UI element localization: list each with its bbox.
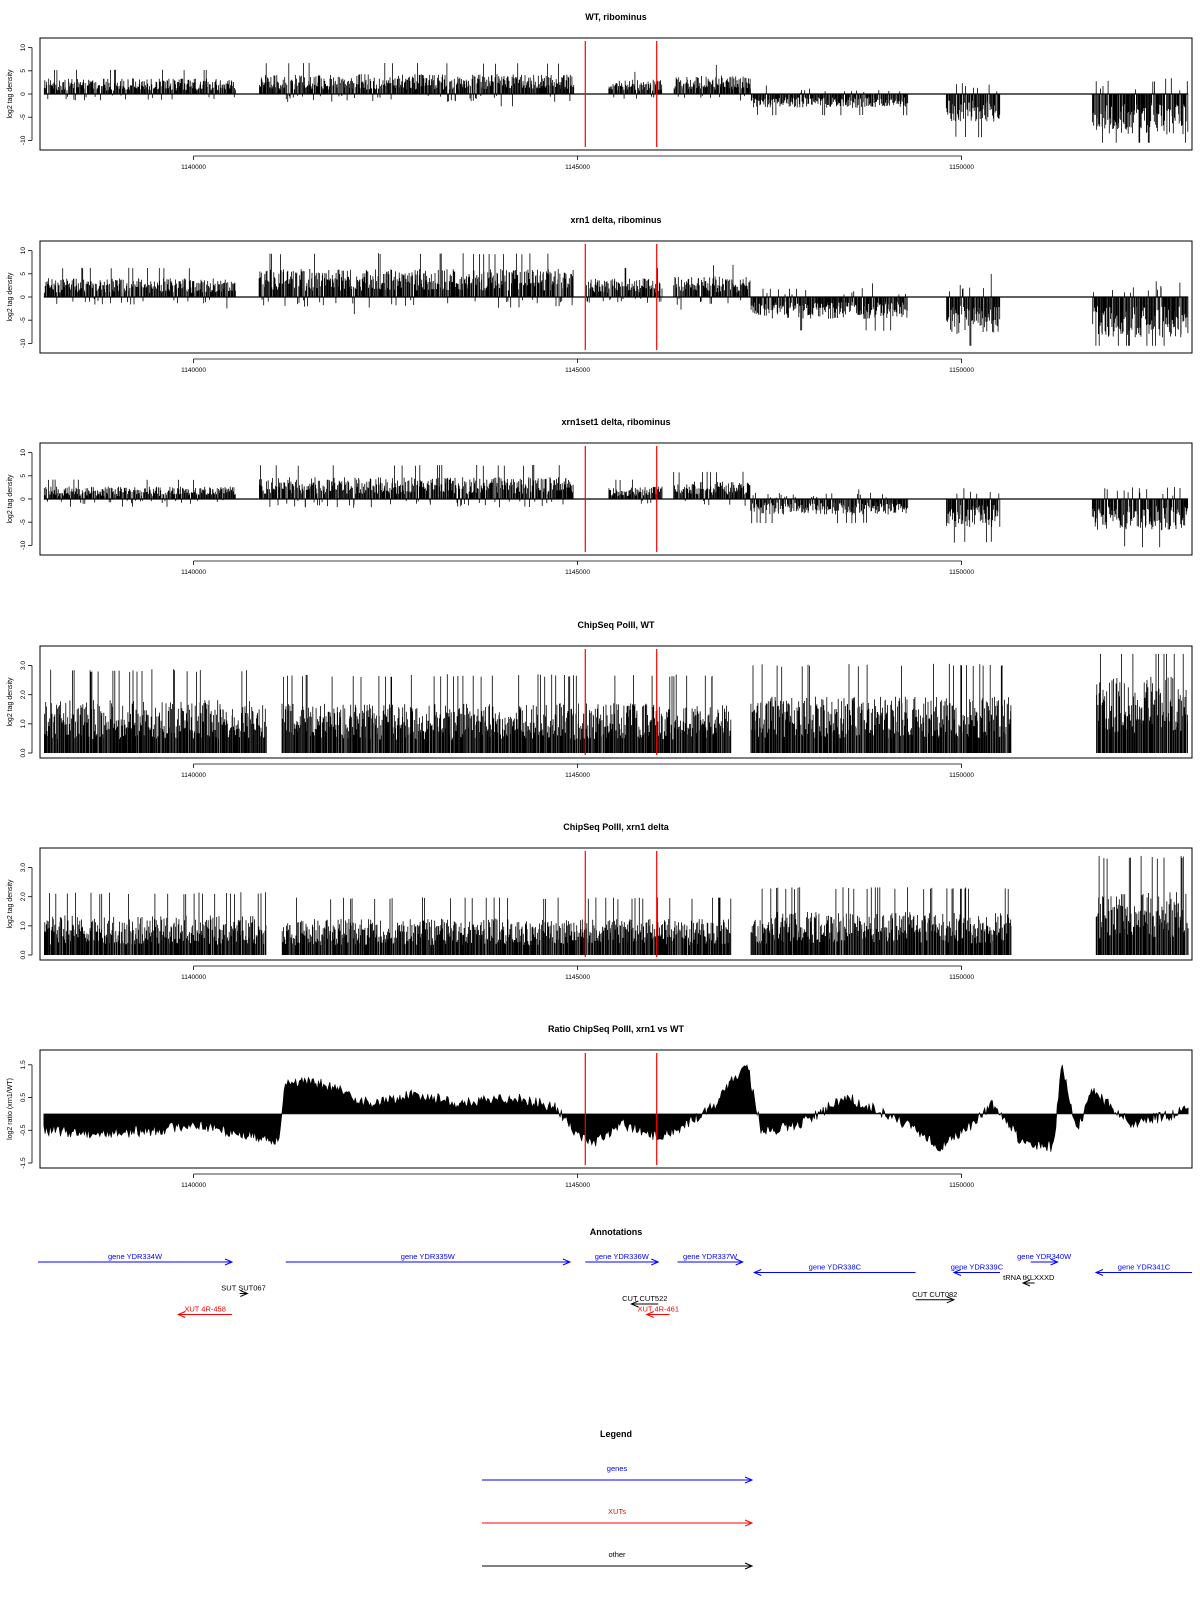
- feature-label: gene YDR334W: [107, 1252, 163, 1261]
- chart-panel-3: [7, 417, 1192, 576]
- y-tick-label: 5: [20, 272, 27, 276]
- segment-bars: [44, 70, 235, 101]
- feature-12: [912, 1290, 957, 1303]
- x-tick-label: 1140000: [181, 1182, 207, 1189]
- segment-2: [282, 897, 731, 955]
- segment-2: [260, 63, 574, 106]
- feature-label: CUT CUT522: [622, 1294, 668, 1303]
- segment-bars: [674, 472, 750, 506]
- y-tick-label: 10: [20, 449, 27, 457]
- y-tick-label: 10: [20, 44, 27, 52]
- y-tick-label: 3.0: [20, 661, 27, 671]
- segment-4: [1096, 856, 1188, 955]
- feature-label: gene YDR337W: [683, 1252, 738, 1261]
- segment-2: [282, 674, 731, 753]
- x-tick-label: 1140000: [181, 772, 207, 779]
- y-tick-label: -10: [20, 135, 27, 146]
- chart-series: [44, 253, 1188, 345]
- feature-label: XUT 4R-458: [184, 1304, 226, 1314]
- segment-5: [750, 86, 907, 116]
- feature-label: gene YDR341C: [1117, 1262, 1171, 1272]
- feature-label: SUT SUT067: [221, 1283, 266, 1293]
- x-tick-label: 1145000: [565, 367, 591, 374]
- x-tick-label: 1145000: [565, 164, 591, 171]
- segment-bars: [751, 283, 907, 331]
- feature-5: [754, 1263, 915, 1276]
- y-tick-label: 2.0: [20, 690, 27, 700]
- segment-bars: [674, 65, 750, 101]
- x-tick-label: 1150000: [949, 164, 975, 171]
- y-tick-label: -0.5: [20, 1124, 27, 1136]
- x-tick-label: 1145000: [565, 974, 591, 981]
- y-tick-label: -10: [20, 540, 27, 551]
- feature-8: [1096, 1263, 1192, 1276]
- segment-6: [946, 83, 999, 137]
- chart-title: Ratio ChipSeq PolII, xrn1 vs WT: [547, 1024, 685, 1034]
- segment-6: [947, 488, 1000, 542]
- feature-label: gene YDR335W: [400, 1252, 455, 1261]
- y-tick-label: 1.0: [20, 719, 27, 729]
- segment-bars: [259, 253, 573, 314]
- chart-title: ChipSeq PolII, WT: [577, 620, 655, 630]
- segment-bars: [1096, 856, 1188, 955]
- chart-series: [44, 654, 1187, 753]
- x-tick-label: 1145000: [565, 772, 591, 779]
- feature-label: tRNA tKLXXXD: [1003, 1273, 1055, 1282]
- y-axis-label: log2 tag density: [7, 272, 14, 322]
- feature-label: gene YDR339C: [950, 1262, 1004, 1272]
- x-tick-label: 1140000: [181, 164, 207, 171]
- legend-label: other: [608, 1550, 626, 1559]
- chart-series: [44, 465, 1188, 547]
- segment-3: [751, 887, 1011, 955]
- chart-title: ChipSeq PolII, xrn1 delta: [563, 822, 669, 832]
- legend-item-other: [482, 1550, 752, 1569]
- x-tick-label: 1150000: [949, 772, 975, 779]
- legend: [482, 1429, 752, 1569]
- y-tick-label: 0.0: [20, 748, 27, 758]
- y-tick-label: 2.0: [20, 892, 27, 902]
- segment-bars: [44, 268, 235, 309]
- y-axis-label: log2 tag density: [7, 879, 14, 929]
- segment-bars: [1092, 487, 1187, 547]
- y-tick-label: 5: [20, 69, 27, 73]
- segment-bars: [750, 86, 907, 116]
- chart-title: xrn1set1 delta, ribominus: [561, 417, 671, 427]
- feature-9: [1003, 1273, 1055, 1286]
- segment-bars: [946, 83, 999, 137]
- segment-1: [44, 480, 235, 507]
- segment-bars: [1093, 78, 1188, 143]
- segment-bars: [1093, 281, 1188, 345]
- feature-label: gene YDR336W: [594, 1252, 649, 1261]
- segment-5: [751, 489, 908, 523]
- chart-title: WT, ribominus: [585, 12, 647, 22]
- x-tick-label: 1150000: [949, 974, 975, 981]
- x-tick-label: 1140000: [181, 974, 207, 981]
- y-tick-label: 3.0: [20, 863, 27, 873]
- segment-4: [1097, 654, 1188, 753]
- segment-1: [44, 892, 266, 955]
- feature-label: XUT 4R-461: [637, 1304, 680, 1314]
- feature-2: [286, 1252, 570, 1265]
- y-tick-label: 0.0: [20, 950, 27, 960]
- feature-14: [637, 1305, 679, 1318]
- segment-3: [751, 664, 1011, 753]
- segment-bars: [609, 480, 662, 504]
- segment-2: [259, 465, 573, 508]
- segment-7: [1093, 78, 1188, 143]
- segment-1: [44, 70, 235, 101]
- legend-item-XUTs: [482, 1507, 752, 1526]
- feature-10: [221, 1284, 265, 1297]
- chart-series: [44, 63, 1188, 143]
- segment-bars: [751, 489, 908, 523]
- segment-3: [609, 480, 662, 504]
- feature-3: [585, 1252, 658, 1265]
- segment-bars: [751, 664, 1011, 753]
- feature-label: gene YDR340W: [1017, 1252, 1072, 1261]
- segment-bars: [44, 892, 266, 955]
- chart-title: xrn1 delta, ribominus: [570, 215, 662, 225]
- segment-bars: [1097, 654, 1188, 753]
- y-axis-label: log2 tag density: [7, 677, 14, 727]
- segment-2: [259, 253, 573, 314]
- feature-7: [1017, 1252, 1072, 1265]
- segment-bars: [947, 488, 1000, 542]
- chart-panel-1: [7, 12, 1192, 171]
- segment-bars: [947, 274, 1000, 346]
- y-axis-label: log2 ratio (xrn1/WT): [7, 1078, 14, 1140]
- feature-13: [178, 1305, 232, 1318]
- segment-4: [674, 472, 750, 506]
- y-tick-label: 0: [20, 497, 27, 501]
- segment-1: [44, 268, 235, 309]
- segment-bars: [44, 669, 266, 753]
- chart-panel-5: [7, 822, 1192, 981]
- segment-1: [44, 669, 266, 753]
- y-tick-label: -5: [20, 519, 27, 526]
- segment-7: [1092, 487, 1187, 547]
- y-tick-label: -5: [20, 114, 27, 121]
- y-axis-label: log2 tag density: [7, 69, 14, 119]
- segment-3: [609, 72, 662, 99]
- segment-bars: [609, 72, 662, 99]
- legend-item-genes: [482, 1464, 752, 1483]
- chart-series: [44, 856, 1188, 955]
- feature-label: CUT CUT082: [912, 1289, 958, 1299]
- chart-panel-6: [7, 1024, 1192, 1189]
- segment-bars: [751, 887, 1011, 955]
- feature-6: [951, 1263, 1004, 1276]
- feature-label: gene YDR338C: [808, 1262, 862, 1272]
- segment-bars: [44, 480, 235, 507]
- y-tick-label: 10: [20, 247, 27, 255]
- chart-panel-2: [7, 215, 1192, 374]
- feature-4: [677, 1252, 742, 1265]
- y-tick-label: 1.5: [20, 1060, 27, 1070]
- legend-label: XUTs: [608, 1507, 626, 1516]
- y-tick-label: 1.0: [20, 921, 27, 931]
- x-tick-label: 1150000: [949, 367, 975, 374]
- x-tick-label: 1150000: [949, 1182, 975, 1189]
- segment-7: [1093, 281, 1188, 345]
- y-tick-label: -5: [20, 317, 27, 324]
- segment-bars: [282, 674, 731, 753]
- segment-5: [751, 283, 907, 331]
- feature-1: [38, 1252, 232, 1265]
- segment-4: [674, 65, 750, 101]
- annotations-title: Annotations: [589, 1227, 643, 1237]
- segment-bars: [260, 63, 574, 106]
- y-tick-label: -10: [20, 338, 27, 349]
- x-tick-label: 1150000: [949, 569, 975, 576]
- y-tick-label: 0: [20, 295, 27, 299]
- annotations-panel: [38, 1227, 1192, 1318]
- x-tick-label: 1145000: [565, 1182, 591, 1189]
- y-tick-label: 5: [20, 474, 27, 478]
- ratio-area: [44, 1065, 1188, 1152]
- segment-bars: [259, 465, 573, 508]
- chart-panel-4: [7, 620, 1192, 779]
- x-tick-label: 1145000: [565, 569, 591, 576]
- legend-title: Legend: [599, 1429, 633, 1439]
- y-tick-label: 0.5: [20, 1093, 27, 1103]
- chart-series: [44, 1061, 1188, 1151]
- y-tick-label: 0: [20, 92, 27, 96]
- x-tick-label: 1140000: [181, 367, 207, 374]
- plot-frame: [40, 1050, 1192, 1168]
- segment-6: [947, 274, 1000, 346]
- y-tick-label: -1.5: [20, 1157, 27, 1169]
- segment-4: [674, 265, 750, 310]
- segment-bars: [282, 897, 731, 955]
- y-axis-label: log2 tag density: [7, 474, 14, 524]
- segment-bars: [674, 265, 750, 310]
- x-tick-label: 1140000: [181, 569, 207, 576]
- legend-label: genes: [606, 1464, 628, 1473]
